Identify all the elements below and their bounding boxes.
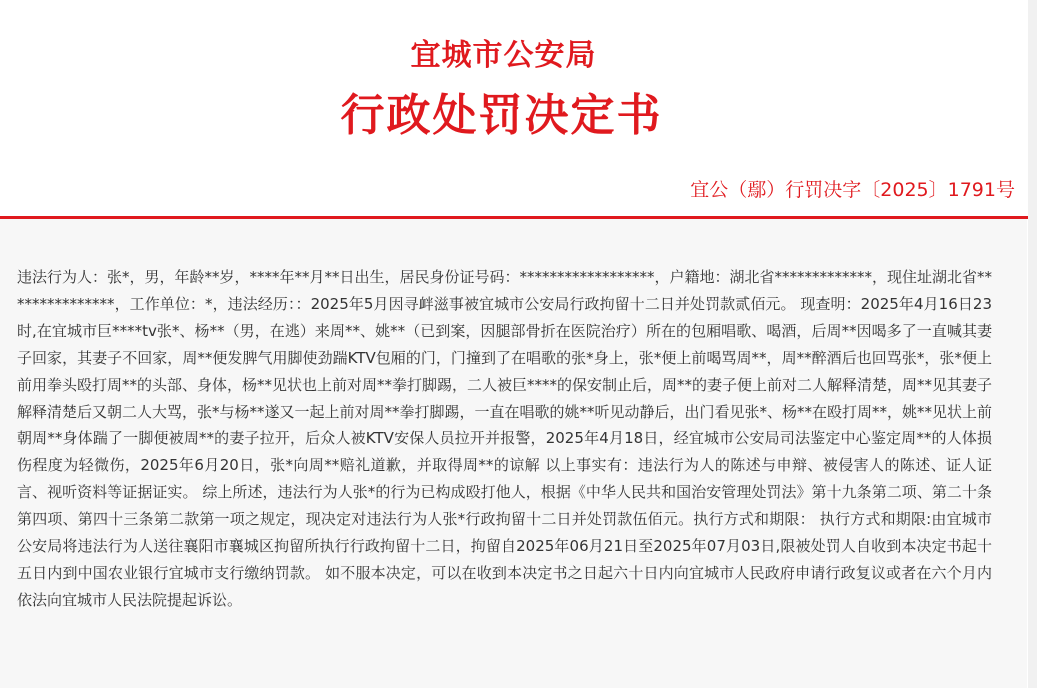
page-edge <box>1028 0 1037 688</box>
decision-text: 违法行为人：张*，男，年龄**岁，****年**月**日出生，居民身份证号码：******************，户籍地：湖北省*************，现住址湖北省***************，工作单位：*，违法经历：：2025年5月因寻衅滋事被宜城市公安局行政拘留十二日并处罚款贰佰元。 现查明：2025年4月16日23时,在宜城市巨****tv张*、杨**（男，在逃）来周**、姚**（已到案，因腿部骨折在医院治疗）所在的包厢唱歌、喝酒，后周**因喝多了一直喊其妻子回家，其妻子不回家，周**便发脾气用脚使劲踹KTV包厢的门，门撞到了在唱歌的张*身上，张*便上前喝骂周**，周**醉酒后也回骂张*，张*便上前用拳头殴打周**的头部、身体，杨**见状也上前对周**拳打脚踢，二人被巨****的保安制止后，周**的妻子便上前对二人解释清楚，周**见其妻子解释清楚后又朝二人大骂，张*与杨**遂又一起上前对周**拳打脚踢，一直在唱歌的姚**听见动静后，出门看见张*、杨**在殴打周**，姚**见状上前朝周**身体踹了一脚便被周**的妻子拉开，后众人被KTV安保人员拉开并报警，2025年4月18日，经宜城市公安局司法鉴定中心鉴定周**的人体损伤程度为轻微伤，2025年6月20日，张*向周**赔礼道歉，并取得周**的谅解 以上事实有：违法行为人的陈述与申辩、被侵害人的陈述、证人证言、视听资料等证据证实。 综上所述，违法行为人张*的行为已构成殴打他人，根据《中华人民共和国治安管理处罚法》第十九条第二项、第二十条第四项、第四十三条第二款第一项之规定，现决定对违法行为人张*行政拘留十二日并处罚款伍佰元。执行方式和期限： 执行方式和期限:由宜城市公安局将违法行为人送往襄阳市襄城区拘留所执行行政拘留十二日，拘留自2025年06月21日至2025年07月03日,限被处罚人自收到本决定书起十五日内到中国农业银行宜城市支行缴纳罚款。 如不服本决定，可以在收到本决定书之日起六十日内向宜城市人民政府申请行政复议或者在六个月内依法向宜城市人民法院提起诉讼。 <box>17 268 993 609</box>
document-number: 宜公（鄢）行罚决字〔2025〕1791号 <box>690 179 1015 201</box>
document-header <box>0 0 1037 216</box>
document-title: 行政处罚决定书 <box>340 90 663 141</box>
issuing-agency: 宜城市公安局 <box>410 38 597 73</box>
